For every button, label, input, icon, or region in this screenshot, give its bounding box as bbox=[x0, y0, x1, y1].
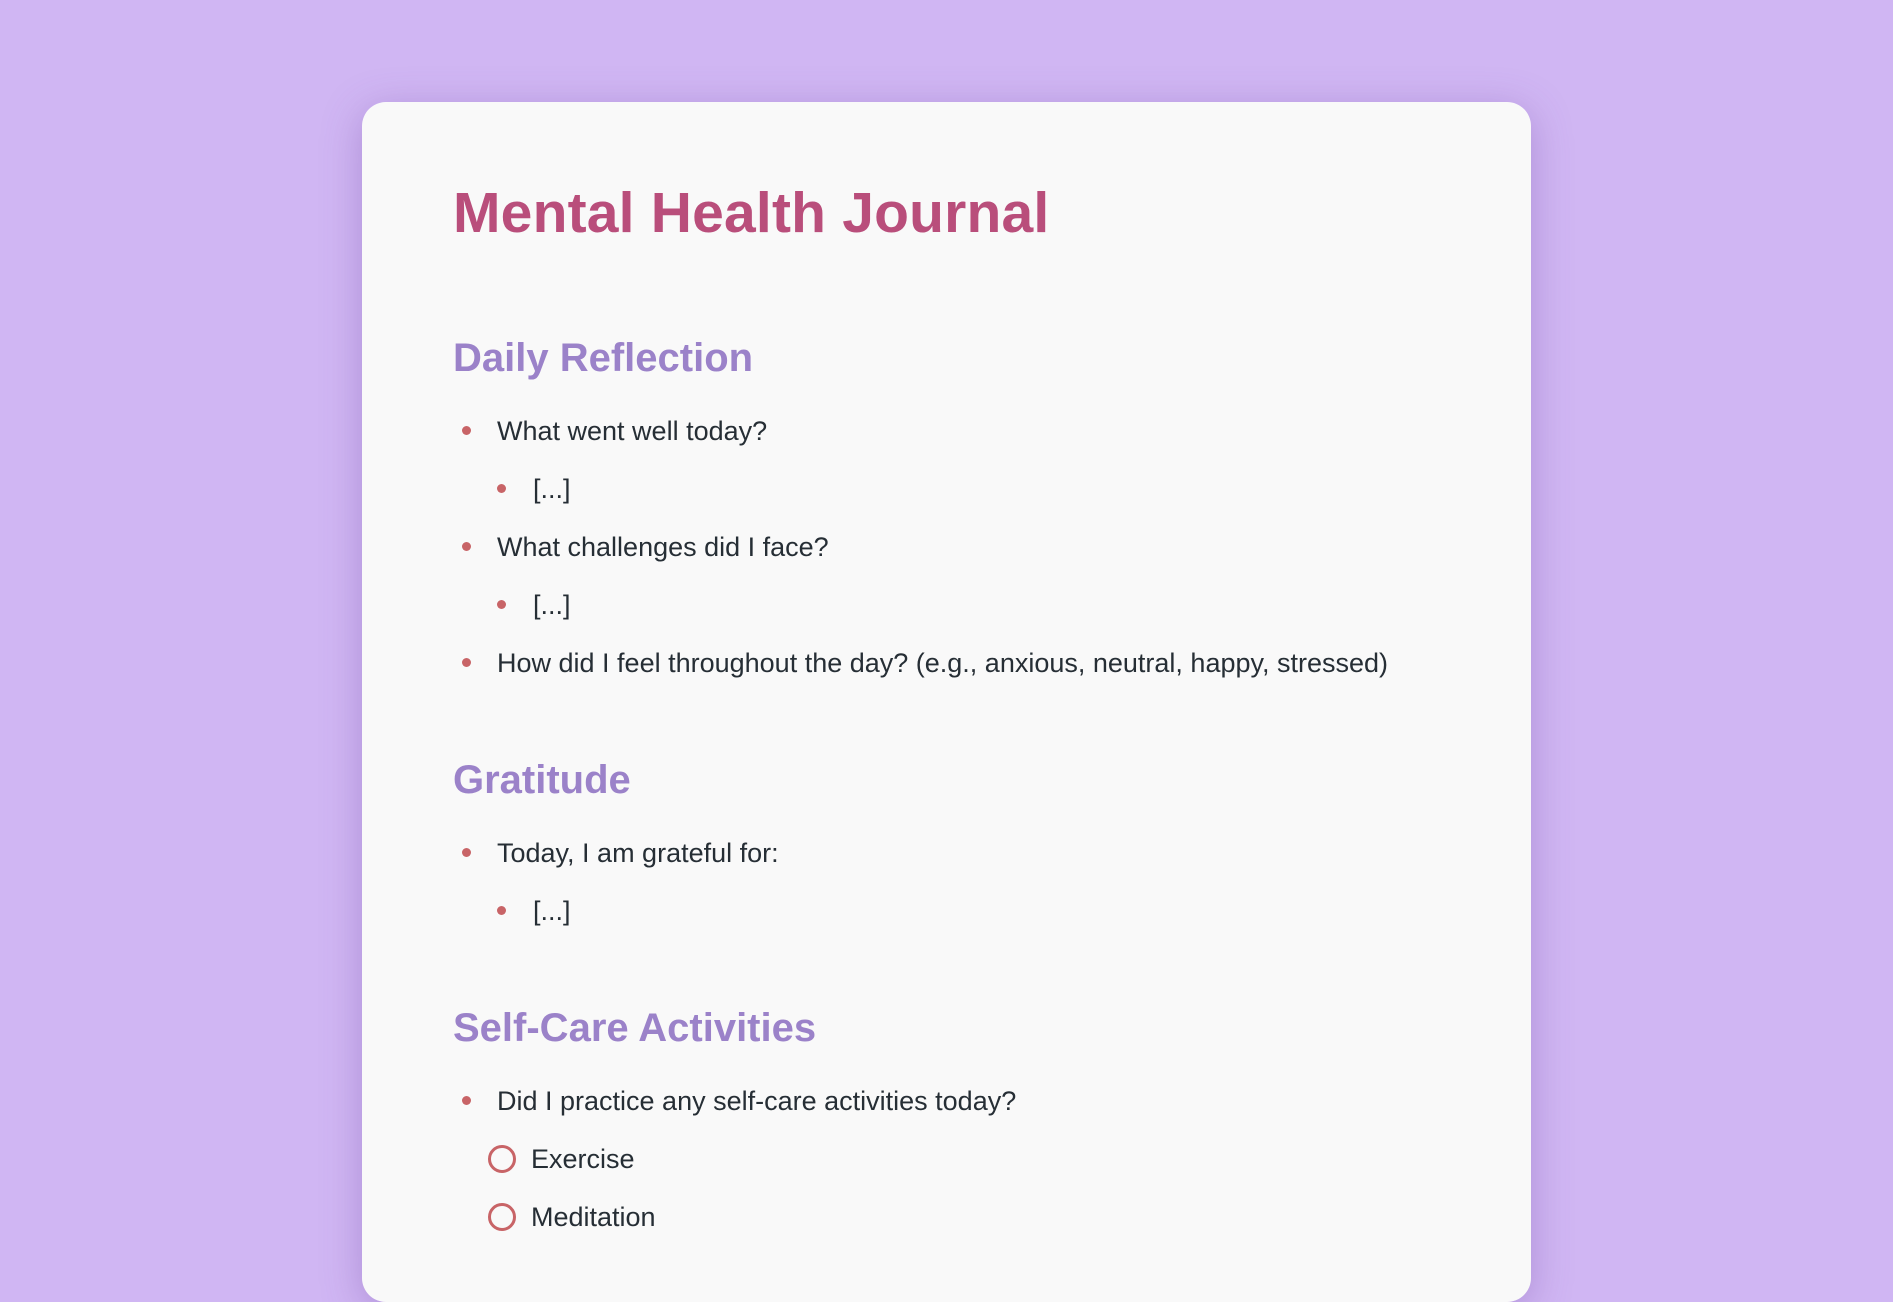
bullet-icon bbox=[462, 1096, 471, 1105]
item-text: Today, I am grateful for: bbox=[497, 838, 779, 868]
list-item bbox=[453, 518, 1471, 576]
bullet-icon bbox=[497, 484, 506, 493]
list-item-nested[interactable] bbox=[453, 460, 1471, 518]
radio-circle-icon[interactable] bbox=[488, 1203, 516, 1231]
bullet-icon bbox=[497, 906, 506, 915]
placeholder-text[interactable]: [...] bbox=[533, 474, 571, 504]
item-text: What went well today? bbox=[497, 416, 768, 446]
section-heading: Self-Care Activities bbox=[453, 1006, 817, 1050]
item-text: Did I practice any self-care activities today? bbox=[497, 1086, 1017, 1116]
bullet-icon bbox=[462, 542, 471, 551]
section-self-care bbox=[453, 1004, 1471, 1246]
bullet-icon bbox=[462, 426, 471, 435]
section-heading: Daily Reflection bbox=[453, 336, 754, 380]
self-care-list bbox=[453, 1072, 1471, 1246]
radio-circle-icon[interactable] bbox=[488, 1145, 516, 1173]
list-item-nested[interactable] bbox=[453, 576, 1471, 634]
placeholder-text[interactable]: [...] bbox=[533, 590, 571, 620]
gratitude-list bbox=[453, 824, 1471, 940]
option-exercise[interactable] bbox=[453, 1130, 1471, 1188]
list-item bbox=[453, 1072, 1471, 1130]
section-gratitude bbox=[453, 756, 1471, 940]
bullet-icon bbox=[462, 848, 471, 857]
option-label[interactable]: Exercise bbox=[531, 1144, 635, 1174]
option-label[interactable]: Meditation bbox=[531, 1202, 656, 1232]
bullet-icon bbox=[497, 600, 506, 609]
item-text: What challenges did I face? bbox=[497, 532, 829, 562]
page-title: Mental Health Journal bbox=[453, 181, 1050, 245]
section-daily-reflection bbox=[453, 334, 1471, 692]
option-meditation[interactable] bbox=[453, 1188, 1471, 1246]
list-item bbox=[453, 824, 1471, 882]
reflection-list bbox=[453, 402, 1471, 692]
journal-card bbox=[362, 102, 1531, 1302]
list-item bbox=[453, 634, 1471, 692]
bullet-icon bbox=[462, 658, 471, 667]
list-item-nested[interactable] bbox=[453, 882, 1471, 940]
placeholder-text[interactable]: [...] bbox=[533, 896, 571, 926]
section-heading: Gratitude bbox=[453, 758, 631, 802]
list-item bbox=[453, 402, 1471, 460]
item-text: How did I feel throughout the day? (e.g., anxious, neutral, happy, stressed) bbox=[497, 648, 1389, 678]
